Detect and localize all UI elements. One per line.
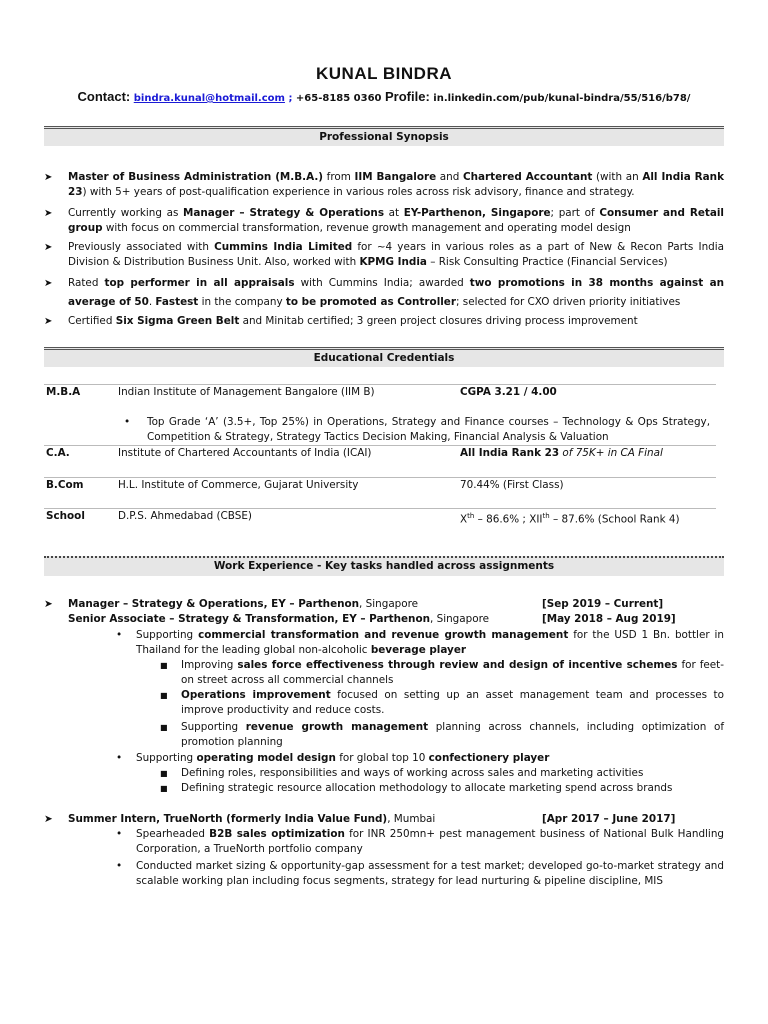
contact-separator: ; — [288, 93, 293, 104]
email-link[interactable]: bindra.kunal@hotmail.com — [133, 93, 285, 104]
bullet-icon: • — [116, 860, 123, 872]
subtask-item: ■ Defining roles, responsibilities and ways of working across sales and marketing activities — [160, 767, 644, 779]
synopsis-item: ➤ Currently working as Manager – Strategy & Operations at EY-Parthenon, Singapore; part of Consumer and Retail group with focus on commercial transformation, revenue growth management and operating model design — [44, 207, 724, 234]
arrow-icon: ➤ — [44, 598, 53, 610]
synopsis-item: ➤ Certified Six Sigma Green Belt and Minitab certified; 3 green project closures driving process improvement — [44, 315, 638, 327]
section-educational-credentials: Educational Credentials — [44, 347, 724, 367]
synopsis-item: ➤ Previously associated with Cummins India Limited for ~4 years in various roles as a part of New & Recon Parts India Division & Distribution Business Unit. Also, worked with KPMG India – Risk Consulting Practice (Financial Services) — [44, 241, 724, 268]
section-professional-synopsis: Professional Synopsis — [44, 126, 724, 146]
arrow-icon: ➤ — [44, 242, 53, 253]
square-bullet-icon: ■ — [160, 769, 168, 778]
bullet-icon: • — [116, 629, 123, 641]
subtask-item: ■ Operations improvement focused on setting up an asset management team and processes to improve productivity and reduce costs. — [160, 689, 724, 716]
arrow-icon: ➤ — [44, 316, 53, 327]
arrow-icon: ➤ — [44, 813, 53, 825]
subtask-item: ■ Supporting revenue growth management planning across channels, including optimization of promotion planning — [160, 721, 724, 748]
contact-line — [0, 89, 768, 104]
subtask-item: ■ Improving sales force effectiveness through review and design of incentive schemes for feet-on street across all commercial channels — [160, 659, 724, 686]
task-item: • Supporting commercial transformation and revenue growth management for the USD 1 Bn. bottler in Thailand for the leading global non-alcoholic beverage player — [116, 629, 724, 656]
synopsis-item: ➤ Master of Business Administration (M.B.A.) from IIM Bangalore and Chartered Accountant (with an All India Rank 23) with 5+ years of post-qualification experience in various roles across risk advisory, finance and strategy. — [44, 171, 724, 198]
phone-number: +65-8185 0360 — [295, 93, 382, 104]
arrow-icon: ➤ — [44, 208, 53, 219]
resume-page: KUNAL BINDRA Contact: bindra.kunal@hotmail.com ; +65-8185 0360 Profile: in.linkedin.com/pub/kunal-bindra/55/516/b78/ Professional Synopsis ➤ Master of Business Administration (M.B.A.) from IIM Bangalore and Chartered Accountant (with an All India Rank 23) with 5+ years of post-qualification experience in various roles across risk advisory, finance and strategy. ➤ Currently working as Manager – Strategy & Operations at EY-Parthenon, Singapore; part of Consumer and Retail group with focus on commercial transformation, revenue growth management and operating model design ➤ Previously associated with Cummins India Limited for ~4 years in various roles as a part of New & Recon Parts India Division & Distribution Business Unit. Also, worked with KPMG India – Risk Consulting Practice (Financial Services) ➤ Rated top performer in all appraisals with Cummins India; awarded two promotions in 38 months against an average of 50. Fastest in the company to be promoted as Controller; selected for CXO driven priority initiatives ➤ Certified Six Sigma Green Belt and Minitab certified; 3 green project closures driving process improvement Educational Credentials M.B.A Indian Institute of Management Bangalore (IIM B) CGPA 3.21 / 4.00 • Top Grade ‘A’ (3.5+, Top 25%) in Operations, Strategy and Finance courses – Technology & Ops Strategy, Competition & Strategy, Strategy Tactics Decision Making, Financial Analysis & Valuation C.A. Institute of Chartered Accountants of India (ICAI) All India Rank 23 of 75K+ in CA Final B.Com H.L. Institute of Commerce, Gujarat University 70.44% (First Class) School D.P.S. Ahmedabad (CBSE) Xth – 86.6% ; XIIth – 87.6% (School Rank 4) Work Experience - Key tasks handled across assignments ➤ Manager – Strategy & Operations, EY – Parthenon, Singapore [Sep 2019 – Current] Senior Associate – Strategy & Transformation, EY – Parthenon, Singapore [May 2018 – Aug 2019] • Supporting commercial transformation and revenue growth management for the USD 1 Bn. bottler in Thailand for the leading global non-alcoholic beverage player ■ Improving sales force effectiveness through review and design of incentive schemes for feet-on street across all commercial channels ■ Operations improvement focused on setting up an asset management team and processes to improve productivity and reduce costs. ■ Supporting revenue growth management planning across channels, including optimization of promotion planning • Supporting operating model design for global top 10 confectionery player ■ Defining roles, responsibilities and ways of working across sales and marketing activities ■ Defining strategic resource allocation methodology to allocate marketing spend across brands ➤ Summer Intern, TrueNorth (formerly India Value Fund), Mumbai [Apr 2017 – June 2017] • Spearheaded B2B sales optimization for INR 250mn+ pest management business of National Bulk Handling Corporation, a TrueNorth portfolio company • Conducted market sizing & opportunity-gap assessment for a test market; developed go-to-market strategy and scalable working plan including focus segments, strategy for lead nurturing & pipeline discipline, MIS — [0, 0, 768, 1024]
bullet-icon: • — [116, 752, 123, 764]
task-item: • Spearheaded B2B sales optimization for INR 250mn+ pest management business of National Bulk Handling Corporation, a TrueNorth portfolio company — [116, 828, 725, 855]
task-item: • Supporting operating model design for global top 10 confectionery player — [116, 752, 550, 764]
square-bullet-icon: ■ — [160, 723, 168, 732]
square-bullet-icon: ■ — [160, 784, 168, 793]
synopsis-item: ➤ Rated top performer in all appraisals with Cummins India; awarded two promotions in 38 months against an average of 50. Fastest in the company to be promoted as Controller; selected for CXO driven priority initiatives — [44, 274, 724, 312]
square-bullet-icon: ■ — [160, 691, 168, 700]
bullet-icon: • — [116, 828, 123, 840]
mba-note: • Top Grade ‘A’ (3.5+, Top 25%) in Operations, Strategy and Finance courses – Technology & Ops Strategy, Competition & Strategy, Strategy Tactics Decision Making, Financial Analysis & Valuation — [124, 416, 710, 443]
bullet-icon: • — [124, 416, 131, 428]
candidate-name: KUNAL BINDRA — [315, 64, 452, 83]
profile-url[interactable]: in.linkedin.com/pub/kunal-bindra/55/516/b78/ — [433, 93, 691, 104]
subtask-item: ■ Defining strategic resource allocation methodology to allocate marketing spend across brands — [160, 782, 673, 794]
section-work-experience: Work Experience - Key tasks handled across assignments — [44, 556, 724, 576]
task-item: • Conducted market sizing & opportunity-gap assessment for a test market; developed go-to-market strategy and scalable working plan including focus segments, strategy for lead nurturing & pipeline discipline, MIS — [116, 860, 724, 887]
arrow-icon: ➤ — [44, 172, 53, 183]
square-bullet-icon: ■ — [160, 661, 168, 670]
arrow-icon: ➤ — [44, 278, 53, 289]
profile-label: Profile: — [385, 89, 430, 104]
contact-label: Contact: — [77, 89, 131, 104]
